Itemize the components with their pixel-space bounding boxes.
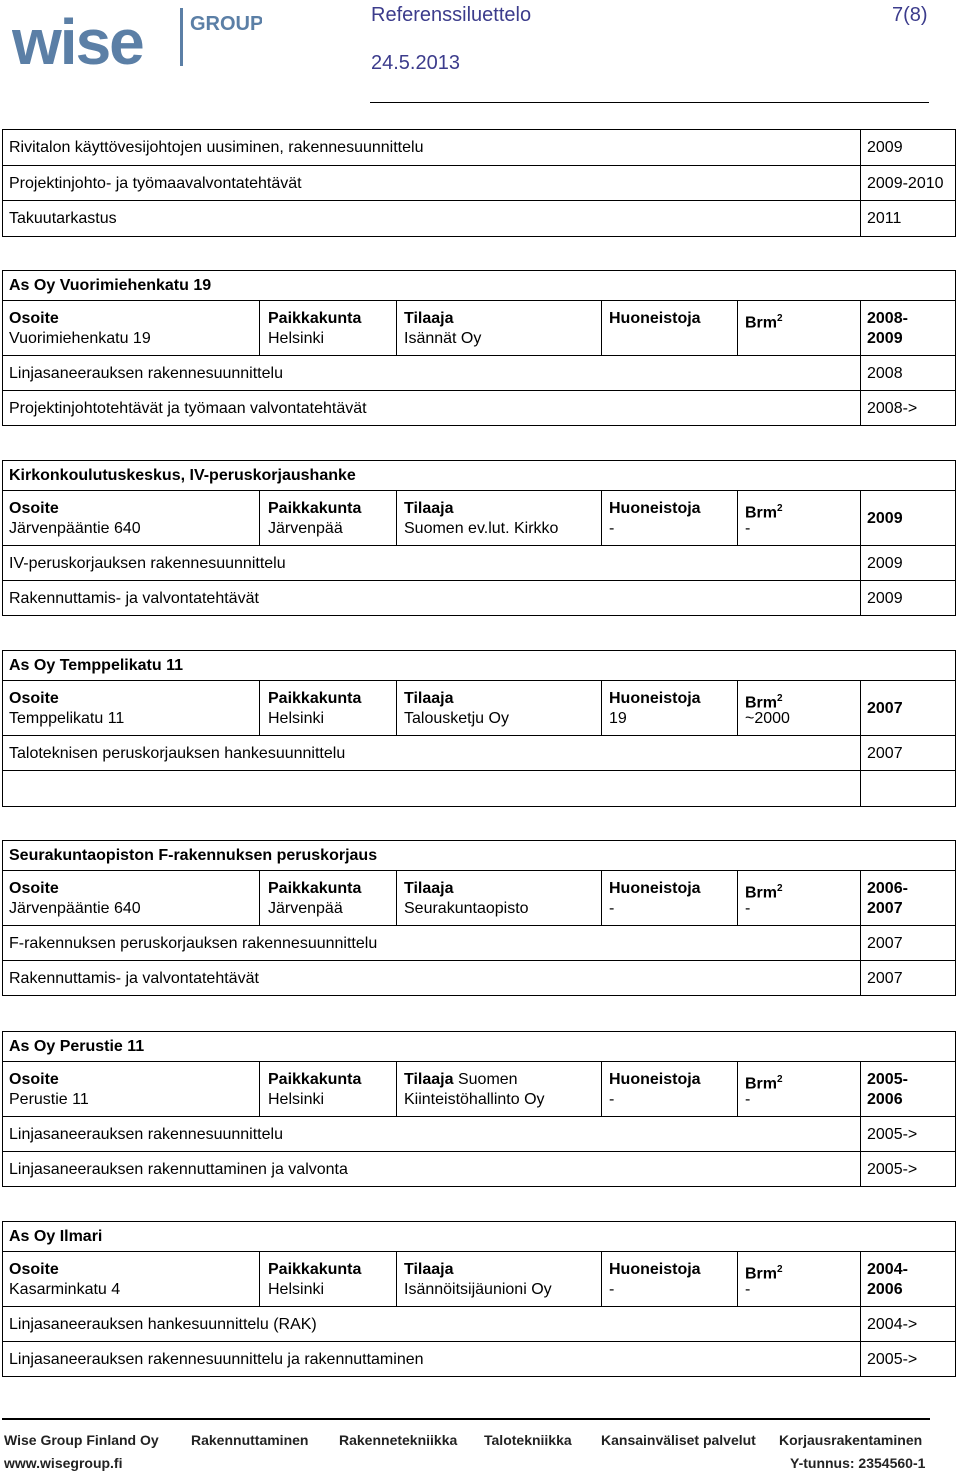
project-year-end: 2006	[867, 1091, 903, 1108]
page-number: 7(8)	[892, 4, 928, 26]
tilaaja-field	[404, 1070, 518, 1090]
task-text: Rakennuttamis- ja valvontatehtävät	[9, 970, 259, 987]
task-row	[3, 581, 956, 616]
cell-divider	[737, 1252, 738, 1306]
cell-divider	[860, 301, 861, 355]
task-text: Rivitalon käyttövesijohtojen uusiminen, rakennesuunnittelu	[9, 139, 424, 156]
project-title-row	[3, 1032, 956, 1062]
footer-ytunnus: Y-tunnus: 2354560-1	[790, 1455, 926, 1471]
project-block	[2, 460, 956, 616]
project-info-row	[3, 301, 956, 356]
project-info-row	[3, 1252, 956, 1307]
huoneistoja-label: Huoneistoja	[609, 500, 701, 517]
task-year: 2009	[867, 555, 903, 572]
huoneistoja-value: -	[609, 900, 615, 917]
cell-divider	[860, 871, 861, 925]
footer-service: Rakennetekniikka	[339, 1432, 458, 1448]
cell-divider	[601, 1252, 602, 1306]
task-row	[3, 166, 956, 201]
project-year-start: 2005-	[867, 1071, 908, 1088]
task-row	[3, 771, 956, 807]
paikkakunta-label: Paikkakunta	[268, 1071, 362, 1088]
cell-divider	[601, 681, 602, 735]
project-info-row	[3, 681, 956, 736]
cell-divider	[860, 491, 861, 545]
huoneistoja-label: Huoneistoja	[609, 690, 701, 707]
project-title-row	[3, 1222, 956, 1252]
task-text: Projektinjohto- ja työmaavalvontatehtävät	[9, 175, 302, 192]
paikkakunta-label: Paikkakunta	[268, 500, 362, 517]
task-year: 2008	[867, 365, 903, 382]
tilaaja-value: Isännöitsijäunioni Oy	[404, 1281, 552, 1298]
brm-value: -	[745, 900, 751, 917]
task-text: F-rakennuksen peruskorjauksen rakennesuunnittelu	[9, 935, 378, 952]
footer-company: Wise Group Finland Oy	[4, 1432, 159, 1448]
cell-divider	[396, 491, 397, 545]
huoneistoja-value: 19	[609, 710, 627, 727]
brm-label-text: Brm	[745, 694, 778, 712]
huoneistoja-value: -	[609, 1281, 615, 1298]
task-year: 2005->	[867, 1126, 918, 1143]
project-title-row	[3, 651, 956, 681]
cell-divider	[259, 491, 260, 545]
cell-divider	[737, 871, 738, 925]
task-year: 2007	[867, 970, 903, 987]
task-row	[3, 356, 956, 391]
brm-superscript: 2	[777, 693, 783, 704]
tilaaja-label: Tilaaja	[404, 1071, 454, 1088]
cell-divider	[737, 491, 738, 545]
huoneistoja-label: Huoneistoja	[609, 1071, 701, 1088]
cell-divider	[860, 1062, 861, 1116]
tilaaja-value: Suomen ev.lut. Kirkko	[404, 520, 559, 537]
project-title: As Oy Vuorimiehenkatu 19	[9, 277, 212, 294]
cell-divider	[601, 1062, 602, 1116]
brm-superscript: 2	[777, 503, 783, 514]
task-row	[3, 201, 956, 237]
footer-divider	[2, 1418, 930, 1420]
project-info-row	[3, 1062, 956, 1117]
cell-divider	[259, 1062, 260, 1116]
brm-value: ~2000	[745, 710, 790, 727]
brm-value: -	[745, 1091, 751, 1108]
top-project-tasks	[2, 129, 956, 237]
huoneistoja-label: Huoneistoja	[609, 310, 701, 327]
project-title: Kirkonkoulutuskeskus, IV-peruskorjaushanke	[9, 467, 356, 484]
cell-divider	[601, 491, 602, 545]
brm-superscript: 2	[777, 313, 783, 324]
project-title-row	[3, 841, 956, 871]
cell-divider	[396, 1252, 397, 1306]
task-text: Linjasaneerauksen rakennesuunnittelu	[9, 365, 283, 382]
project-year-end: 2007	[867, 900, 903, 917]
project-year-start: 2006-	[867, 880, 908, 897]
task-text: Takuutarkastus	[9, 210, 117, 227]
brm-superscript: 2	[777, 1074, 783, 1085]
tilaaja-value: Suomen	[457, 1071, 518, 1088]
paikkakunta-value: Helsinki	[268, 1091, 325, 1108]
task-year: 2004->	[867, 1316, 918, 1333]
document-title: Referenssiluettelo	[371, 4, 532, 26]
osoite-value: Vuorimiehenkatu 19	[9, 330, 151, 347]
osoite-value: Temppelikatu 11	[9, 710, 125, 727]
project-year-end: 2006	[867, 1281, 903, 1298]
tilaaja-label: Tilaaja	[404, 500, 454, 517]
task-row	[3, 391, 956, 426]
task-year: 2005->	[867, 1161, 918, 1178]
brm-label	[745, 1070, 783, 1094]
task-row	[3, 130, 956, 166]
task-row	[3, 961, 956, 996]
brm-value: -	[745, 1281, 751, 1298]
task-text: Linjasaneerauksen rakennesuunnittelu ja rakennuttaminen	[9, 1351, 424, 1368]
document-date: 24.5.2013	[371, 52, 460, 74]
brm-label-text: Brm	[745, 314, 778, 332]
cell-divider	[601, 301, 602, 355]
task-text: Linjasaneerauksen rakennesuunnittelu	[9, 1126, 283, 1143]
brm-label-text: Brm	[745, 1075, 778, 1093]
osoite-label: Osoite	[9, 880, 59, 897]
project-year-end: 2009	[867, 330, 903, 347]
project-block	[2, 650, 956, 807]
tilaaja-label: Tilaaja	[404, 310, 454, 327]
task-year: 2008->	[867, 400, 918, 417]
osoite-label: Osoite	[9, 1261, 59, 1278]
paikkakunta-label: Paikkakunta	[268, 310, 362, 327]
project-title-row	[3, 271, 956, 301]
tilaaja-label: Tilaaja	[404, 1261, 454, 1278]
svg-text:wise: wise	[12, 6, 143, 72]
project-info-row	[3, 491, 956, 546]
project-block	[2, 270, 956, 426]
svg-text:GROUP: GROUP	[190, 13, 262, 35]
task-text: Taloteknisen peruskorjauksen hankesuunnittelu	[9, 745, 346, 762]
paikkakunta-label: Paikkakunta	[268, 1261, 362, 1278]
wise-group-logo	[12, 6, 262, 72]
project-title: As Oy Ilmari	[9, 1228, 103, 1245]
cell-divider	[259, 871, 260, 925]
brm-label	[745, 879, 783, 903]
project-year: 2007	[867, 700, 903, 717]
paikkakunta-value: Helsinki	[268, 330, 325, 347]
project-info-row	[3, 871, 956, 926]
task-text: Rakennuttamis- ja valvontatehtävät	[9, 590, 259, 607]
osoite-label: Osoite	[9, 690, 59, 707]
project-year-start: 2004-	[867, 1261, 908, 1278]
task-row	[3, 1117, 956, 1152]
task-year: 2007	[867, 745, 903, 762]
footer-service: Talotekniikka	[484, 1432, 572, 1448]
task-year: 2011	[867, 210, 902, 227]
huoneistoja-label: Huoneistoja	[609, 1261, 701, 1278]
paikkakunta-value: Järvenpää	[268, 900, 343, 917]
task-row	[3, 546, 956, 581]
cell-divider	[259, 1252, 260, 1306]
brm-label	[745, 499, 783, 523]
project-block	[2, 840, 956, 996]
project-title: As Oy Temppelikatu 11	[9, 657, 183, 674]
cell-divider	[737, 681, 738, 735]
task-year: 2009	[867, 590, 903, 607]
task-text: Projektinjohtotehtävät ja työmaan valvontatehtävät	[9, 400, 367, 417]
paikkakunta-value: Helsinki	[268, 1281, 325, 1298]
cell-divider	[396, 681, 397, 735]
tilaaja-value: Talousketju Oy	[404, 710, 509, 727]
brm-label	[745, 1260, 783, 1284]
cell-divider	[860, 681, 861, 735]
paikkakunta-value: Järvenpää	[268, 520, 343, 537]
brm-superscript: 2	[777, 883, 783, 894]
task-year: 2005->	[867, 1351, 918, 1368]
brm-label-text: Brm	[745, 1265, 778, 1283]
osoite-value: Järvenpääntie 640	[9, 900, 141, 917]
task-text: IV-peruskorjauksen rakennesuunnittelu	[9, 555, 286, 572]
tilaaja-value: Isännät Oy	[404, 330, 482, 347]
cell-divider	[259, 681, 260, 735]
paikkakunta-label: Paikkakunta	[268, 880, 362, 897]
project-year-start: 2008-	[867, 310, 908, 327]
task-row	[3, 736, 956, 771]
osoite-label: Osoite	[9, 500, 59, 517]
brm-value: -	[745, 520, 751, 537]
task-text: Linjasaneerauksen rakennuttaminen ja valvonta	[9, 1161, 348, 1178]
task-year: 2009-2010	[867, 175, 944, 192]
cell-divider	[259, 301, 260, 355]
task-row	[3, 1342, 956, 1377]
cell-divider	[737, 301, 738, 355]
osoite-value: Järvenpääntie 640	[9, 520, 141, 537]
tilaaja-label: Tilaaja	[404, 880, 454, 897]
cell-divider	[737, 1062, 738, 1116]
tilaaja-value-line2: Kiinteistöhallinto Oy	[404, 1091, 545, 1108]
project-block	[2, 1031, 956, 1187]
task-row	[3, 1307, 956, 1342]
project-title-row	[3, 461, 956, 491]
header-divider	[370, 102, 929, 103]
cell-divider	[860, 1252, 861, 1306]
task-year: 2007	[867, 935, 903, 952]
task-row	[3, 1152, 956, 1187]
brm-label-text: Brm	[745, 504, 778, 522]
cell-divider	[601, 871, 602, 925]
brm-label	[745, 309, 783, 333]
project-title: As Oy Perustie 11	[9, 1038, 145, 1055]
cell-divider	[396, 301, 397, 355]
osoite-value: Kasarminkatu 4	[9, 1281, 121, 1298]
huoneistoja-value: -	[609, 520, 615, 537]
cell-divider	[396, 1062, 397, 1116]
tilaaja-value: Seurakuntaopisto	[404, 900, 529, 917]
footer-web: www.wisegroup.fi	[4, 1455, 123, 1471]
brm-label-text: Brm	[745, 884, 778, 902]
paikkakunta-label: Paikkakunta	[268, 690, 362, 707]
huoneistoja-label: Huoneistoja	[609, 880, 701, 897]
osoite-label: Osoite	[9, 1071, 59, 1088]
footer-service: Rakennuttaminen	[191, 1432, 309, 1448]
osoite-label: Osoite	[9, 310, 59, 327]
footer-service: Kansainväliset palvelut	[601, 1432, 756, 1448]
project-year: 2009	[867, 510, 903, 527]
brm-superscript: 2	[777, 1264, 783, 1275]
cell-divider	[396, 871, 397, 925]
osoite-value: Perustie 11	[9, 1091, 89, 1108]
paikkakunta-value: Helsinki	[268, 710, 325, 727]
huoneistoja-value: -	[609, 1091, 615, 1108]
task-year: 2009	[867, 139, 903, 156]
task-row	[3, 926, 956, 961]
project-title: Seurakuntaopiston F-rakennuksen peruskorjaus	[9, 847, 378, 864]
task-text: Linjasaneerauksen hankesuunnittelu (RAK)	[9, 1316, 317, 1333]
footer-service: Korjausrakentaminen	[779, 1432, 923, 1448]
project-block	[2, 1221, 956, 1377]
tilaaja-label: Tilaaja	[404, 690, 454, 707]
